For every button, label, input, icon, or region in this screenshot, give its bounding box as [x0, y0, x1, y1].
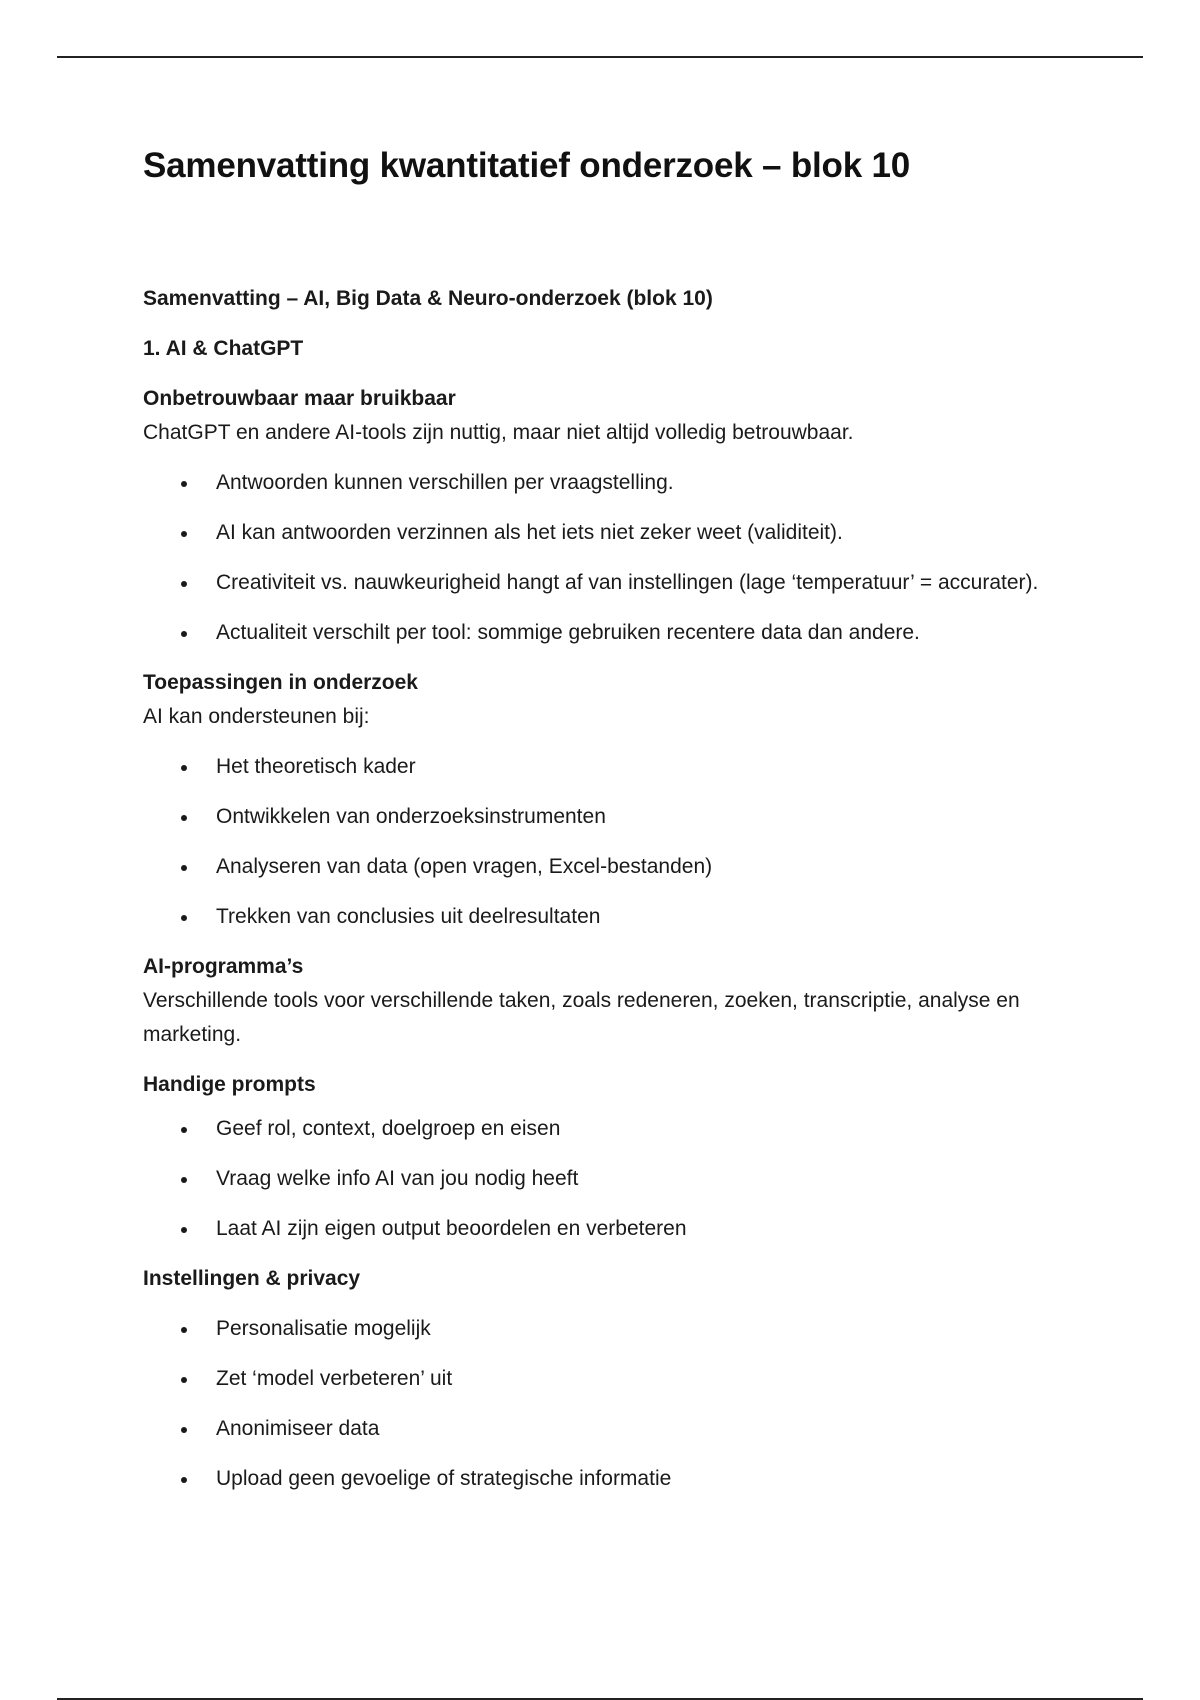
subheading-ai-programmas: AI-programma’s — [143, 955, 304, 978]
subheading-handige-prompts: Handige prompts — [143, 1073, 316, 1096]
paragraph-toepassingen: AI kan ondersteunen bij: — [143, 705, 370, 728]
bullet-dot-icon — [181, 1477, 187, 1483]
subheading-onbetrouwbaar: Onbetrouwbaar maar bruikbaar — [143, 387, 456, 410]
list-item — [143, 1212, 1043, 1246]
bullet-dot-icon — [181, 481, 187, 487]
list-item-text: Zet ‘model verbeteren’ uit — [216, 1367, 453, 1390]
bullet-list-privacy — [143, 1312, 1043, 1496]
list-item — [143, 750, 1043, 784]
list-item — [143, 1162, 1043, 1196]
bullet-dot-icon — [181, 1427, 187, 1433]
list-item — [143, 1362, 1043, 1396]
page-top-rule — [57, 56, 1143, 58]
list-item — [143, 616, 1043, 650]
bullet-dot-icon — [181, 765, 187, 771]
bullet-dot-icon — [181, 815, 187, 821]
section-heading-ai-chatgpt: 1. AI & ChatGPT — [143, 337, 304, 360]
list-item-text: Analyseren van data (open vragen, Excel-bestanden) — [216, 855, 713, 878]
bullet-dot-icon — [181, 631, 187, 637]
list-item-text: Laat AI zijn eigen output beoordelen en verbeteren — [216, 1217, 687, 1240]
list-item-text: Upload geen gevoelige of strategische informatie — [216, 1467, 672, 1490]
list-item-text: Actualiteit verschilt per tool: sommige gebruiken recentere data dan andere. — [216, 621, 920, 644]
list-item-text: Creativiteit vs. nauwkeurigheid hangt af van instellingen (lage ‘temperatuur’ = accurater). — [216, 571, 1039, 594]
list-item-text: Vraag welke info AI van jou nodig heeft — [216, 1167, 579, 1190]
bullet-dot-icon — [181, 915, 187, 921]
bullet-dot-icon — [181, 531, 187, 537]
bullet-dot-icon — [181, 1377, 187, 1383]
bullet-list-prompts — [143, 1112, 1043, 1246]
list-item-text: Het theoretisch kader — [216, 755, 416, 778]
list-item-text: Trekken van conclusies uit deelresultaten — [216, 905, 601, 928]
bullet-dot-icon — [181, 1327, 187, 1333]
subheading-toepassingen: Toepassingen in onderzoek — [143, 671, 418, 694]
list-item-text: Personalisatie mogelijk — [216, 1317, 431, 1340]
paragraph-onbetrouwbaar: ChatGPT en andere AI-tools zijn nuttig, maar niet altijd volledig betrouwbaar. — [143, 421, 854, 444]
list-item-text: Ontwikkelen van onderzoeksinstrumenten — [216, 805, 606, 828]
document-subtitle: Samenvatting – AI, Big Data & Neuro-onderzoek (blok 10) — [143, 287, 713, 310]
list-item — [143, 566, 1043, 600]
bullet-list-toepassingen — [143, 750, 1043, 934]
list-item-text: Anonimiseer data — [216, 1417, 380, 1440]
bullet-list-onbetrouwbaar — [143, 466, 1043, 650]
list-item-text: Geef rol, context, doelgroep en eisen — [216, 1117, 561, 1140]
list-item — [143, 850, 1043, 884]
document-body — [143, 144, 1043, 1496]
list-item-text: AI kan antwoorden verzinnen als het iets niet zeker weet (validiteit). — [216, 521, 843, 544]
paragraph-ai-programmas: Verschillende tools voor verschillende taken, zoals redeneren, zoeken, transcriptie, analyse en marketing. — [143, 989, 1020, 1046]
bullet-dot-icon — [181, 1127, 187, 1133]
list-item — [143, 1462, 1043, 1496]
bullet-dot-icon — [181, 581, 187, 587]
subheading-instellingen-privacy: Instellingen & privacy — [143, 1267, 361, 1290]
bullet-dot-icon — [181, 1177, 187, 1183]
bullet-dot-icon — [181, 865, 187, 871]
list-item — [143, 1412, 1043, 1446]
list-item — [143, 1112, 1043, 1146]
list-item — [143, 516, 1043, 550]
list-item — [143, 800, 1043, 834]
bullet-dot-icon — [181, 1227, 187, 1233]
list-item-text: Antwoorden kunnen verschillen per vraagstelling. — [216, 471, 674, 494]
page-title: Samenvatting kwantitatief onderzoek – blok 10 — [143, 146, 911, 185]
list-item — [143, 900, 1043, 934]
list-item — [143, 466, 1043, 500]
list-item — [143, 1312, 1043, 1346]
